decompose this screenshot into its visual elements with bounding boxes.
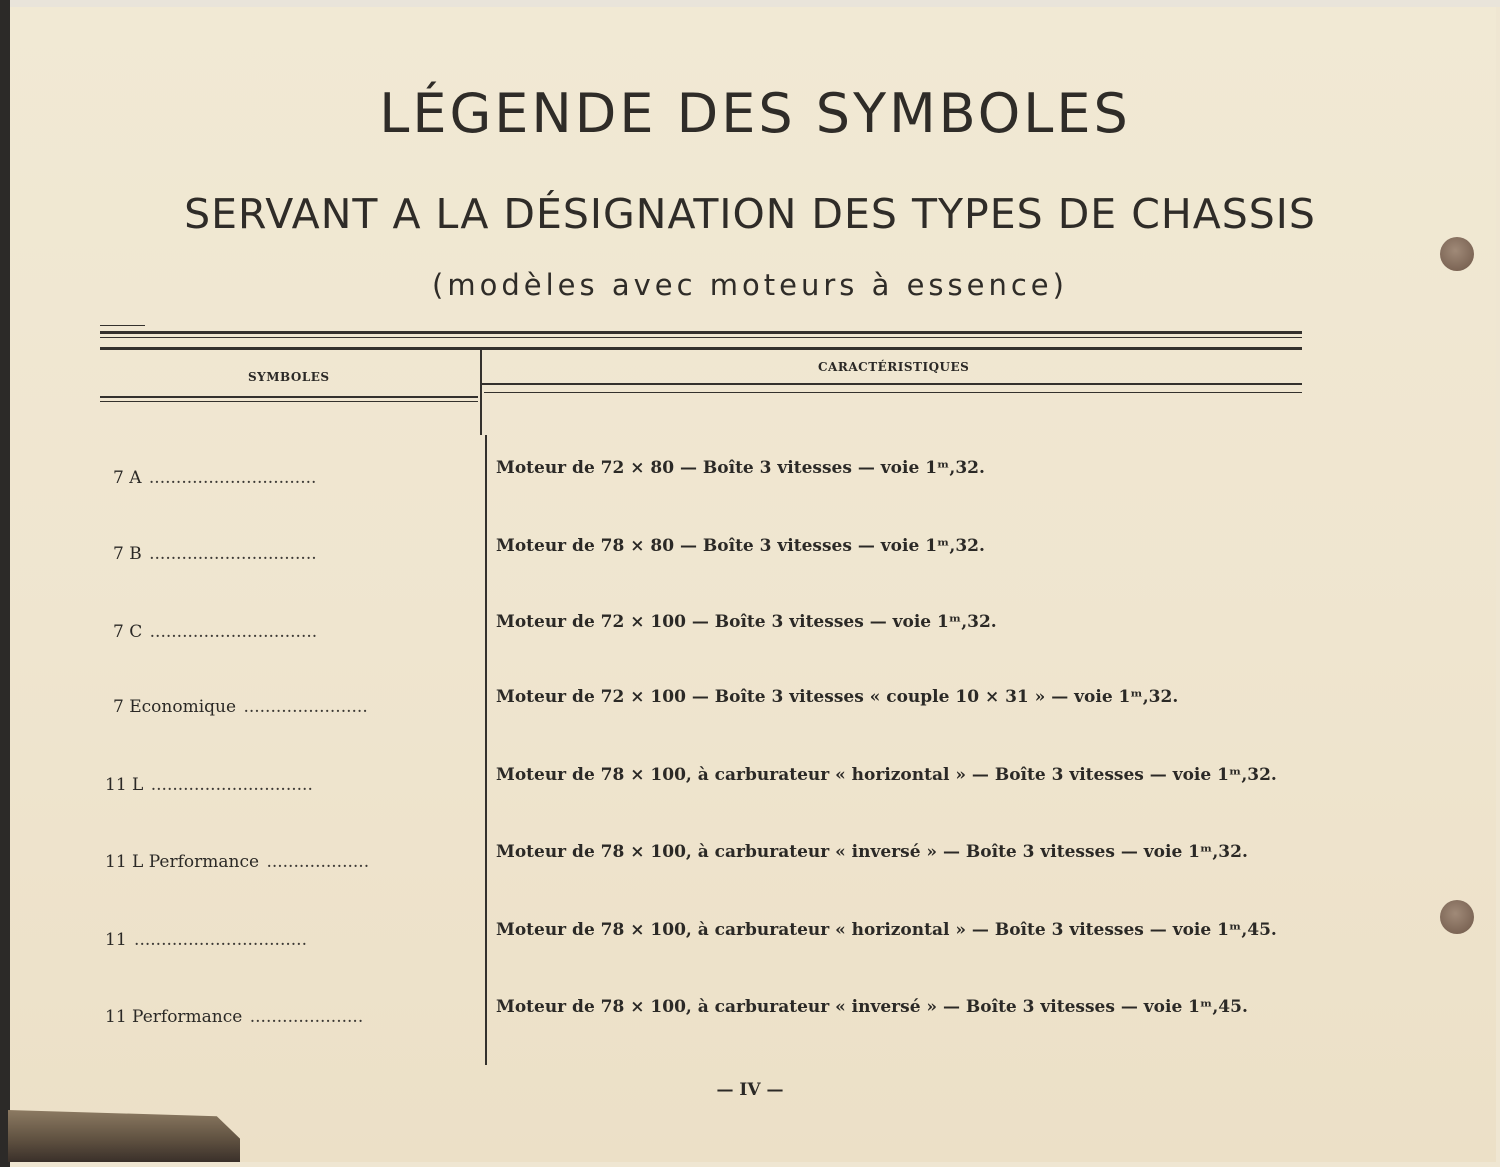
page-paper xyxy=(8,6,1496,1162)
row-characteristics: Moteur de 78 × 80 — Boîte 3 vitesses — voie 1ᵐ,32. xyxy=(496,536,985,556)
short-rule xyxy=(100,325,145,326)
page-title: LÉGENDE DES SYMBOLES xyxy=(379,82,1131,145)
table-row xyxy=(0,842,1500,882)
row-characteristics: Moteur de 78 × 100, à carburateur « inversé » — Boîte 3 vitesses — voie 1ᵐ,45. xyxy=(496,997,1248,1017)
row-symbol: 7 Economique xyxy=(113,697,237,717)
table-row xyxy=(0,997,1500,1037)
header-rule-right xyxy=(482,383,1302,385)
table-top-rule-thick xyxy=(100,331,1302,334)
row-characteristics: Moteur de 72 × 80 — Boîte 3 vitesses — voie 1ᵐ,32. xyxy=(496,458,985,478)
scan-top-edge xyxy=(0,0,1500,7)
row-symbol: 7 C xyxy=(113,622,143,642)
dot-leader: ................... xyxy=(266,852,370,872)
table-row xyxy=(0,458,1500,494)
corner-stain xyxy=(8,1110,240,1162)
dot-leader: ..................... xyxy=(249,1007,364,1027)
binder-hole-bottom xyxy=(1440,900,1474,934)
row-characteristics: Moteur de 78 × 100, à carburateur « inversé » — Boîte 3 vitesses — voie 1ᵐ,32. xyxy=(496,842,1248,862)
row-symbol: 11 Performance xyxy=(105,1007,243,1027)
dot-leader: ....................... xyxy=(243,697,368,717)
table-top-rule-thin-a xyxy=(100,337,1302,338)
table-row xyxy=(0,536,1500,572)
row-characteristics: Moteur de 78 × 100, à carburateur « horizontal » — Boîte 3 vitesses — voie 1ᵐ,45. xyxy=(496,920,1277,940)
column-divider xyxy=(485,435,487,1065)
dot-leader: ................................ xyxy=(134,930,307,950)
table-top-rule-b xyxy=(100,347,1302,350)
dot-leader: ............................... xyxy=(149,622,318,642)
dot-leader: ............................... xyxy=(148,468,317,488)
header-symbols: SYMBOLES xyxy=(248,370,330,384)
header-characteristics: CARACTÉRISTIQUES xyxy=(818,360,970,374)
header-rule-right-thin xyxy=(484,392,1302,393)
scan-left-edge xyxy=(0,0,10,1167)
dot-leader: ............................... xyxy=(149,544,317,564)
table-row xyxy=(0,920,1500,960)
table-row xyxy=(0,612,1500,650)
header-rule-left xyxy=(100,396,478,398)
row-symbol: 11 xyxy=(105,930,127,950)
page-subtitle: SERVANT A LA DÉSIGNATION DES TYPES DE CHASSIS xyxy=(184,190,1316,238)
binder-hole-top xyxy=(1440,237,1474,271)
row-characteristics: Moteur de 72 × 100 — Boîte 3 vitesses — voie 1ᵐ,32. xyxy=(496,612,997,632)
row-symbol: 7 B xyxy=(113,544,142,564)
row-characteristics: Moteur de 72 × 100 — Boîte 3 vitesses « couple 10 × 31 » — voie 1ᵐ,32. xyxy=(496,687,1179,707)
column-divider-top xyxy=(480,350,482,435)
page-number: — IV — xyxy=(716,1080,784,1100)
table-row xyxy=(0,687,1500,727)
row-characteristics: Moteur de 78 × 100, à carburateur « horizontal » — Boîte 3 vitesses — voie 1ᵐ,32. xyxy=(496,765,1277,785)
row-symbol: 11 L Performance xyxy=(105,852,260,872)
row-symbol: 11 L xyxy=(105,775,144,795)
table-row xyxy=(0,765,1500,805)
row-symbol: 7 A xyxy=(113,468,142,488)
page-note: (modèles avec moteurs à essence) xyxy=(432,268,1068,302)
header-rule-left-thin xyxy=(100,401,478,402)
dot-leader: .............................. xyxy=(150,775,313,795)
